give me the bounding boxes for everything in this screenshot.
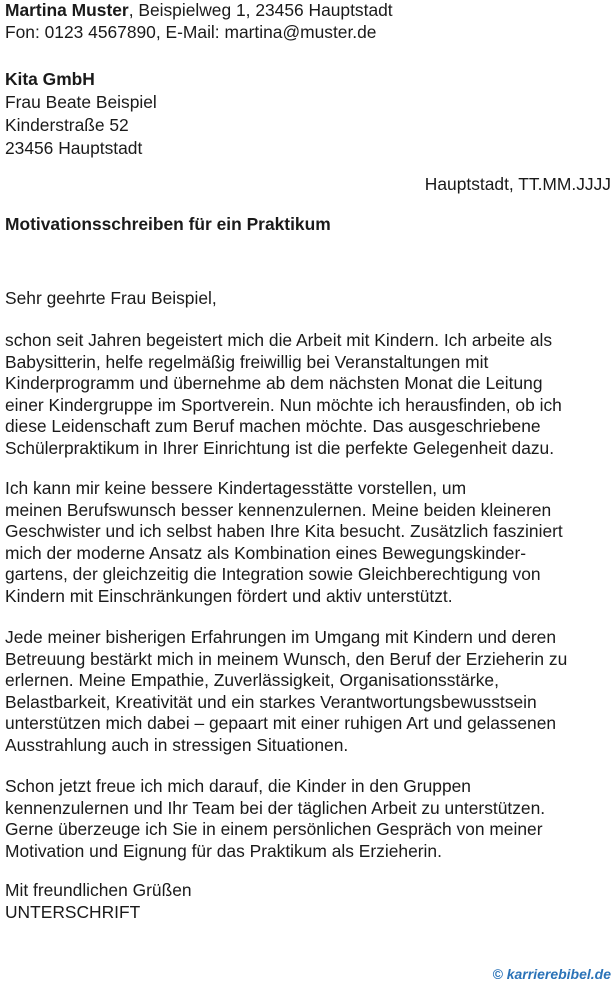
recipient-block	[5, 69, 157, 160]
recipient-company: Kita GmbH	[5, 69, 95, 89]
closing-block	[5, 880, 192, 923]
salutation: Sehr geehrte Frau Beispiel,	[5, 288, 217, 308]
paragraph-line: Kindern mit Einschränkungen fördert und aktiv unterstützt.	[5, 585, 453, 606]
paragraph-line: Ich kann mir keine bessere Kindertagesstätte vorstellen, um	[5, 478, 467, 498]
paragraph-line: Gerne überzeuge ich Sie in einem persönlichen Gespräch von meiner	[5, 819, 543, 839]
paragraph-line: unterstützen mich dabei – gepaart mit einer ruhigen Art und gelassenen	[5, 713, 557, 733]
body-paragraph-3	[5, 627, 611, 756]
sender-name: Martina Muster	[5, 0, 129, 20]
paragraph-line: einer Kindergruppe im Sportverein. Nun möchte ich herausfinden, ob ich	[5, 394, 562, 415]
body-paragraph-1	[5, 330, 611, 459]
subject-line: Motivationsschreiben für ein Praktikum	[5, 214, 331, 234]
signature: UNTERSCHRIFT	[5, 901, 141, 922]
paragraph-line: Betreuung bestärkt mich in meinem Wunsch, den Beruf der Erzieherin zu	[5, 648, 568, 669]
paragraph-line: mich der moderne Ansatz als Kombination eines Bewegungskinder-	[5, 542, 527, 563]
paragraph-line: Belastbarkeit, Kreativität und ein starkes Verantwortungsbewusstsein	[5, 691, 537, 712]
paragraph-line: Babysitterin, helfe regelmäßig freiwillig bei Veranstaltungen mit	[5, 351, 489, 372]
body-paragraph-4	[5, 776, 611, 862]
sender-line	[5, 0, 393, 22]
closing-phrase: Mit freundlichen Grüßen	[5, 880, 192, 900]
paragraph-line: meinen Berufswunsch besser kennenzulernen. Meine beiden kleineren	[5, 499, 552, 520]
sender-address: , Beispielweg 1, 23456 Hauptstadt	[128, 0, 393, 20]
date-line: Hauptstadt, TT.MM.JJJJ	[424, 174, 611, 194]
sender-block	[5, 0, 393, 43]
paragraph-line: Kinderprogramm und übernehme ab dem nächsten Monat die Leitung	[5, 373, 543, 393]
recipient-city: 23456 Hauptstadt	[5, 138, 143, 158]
paragraph-line: Motivation und Eignung für das Praktikum als Erzieherin.	[5, 840, 442, 861]
recipient-person: Frau Beate Beispiel	[5, 92, 157, 112]
paragraph-line: schon seit Jahren begeistert mich die Arbeit mit Kindern. Ich arbeite als	[5, 330, 553, 350]
paragraph-line: Geschwister und ich selbst haben Ihre Kita besucht. Zusätzlich fasziniert	[5, 521, 563, 541]
paragraph-line: erlernen. Meine Empathie, Zuverlässigkeit, Organisationsstärke,	[5, 670, 499, 690]
copyright-footer: © karrierebibel.de	[492, 966, 611, 982]
paragraph-line: Schon jetzt freue ich mich darauf, die Kinder in den Gruppen	[5, 776, 471, 796]
paragraph-line: Jede meiner bisherigen Erfahrungen im Umgang mit Kindern und deren	[5, 627, 557, 647]
paragraph-line: Schülerpraktikum in Ihrer Einrichtung ist die perfekte Gelegenheit dazu.	[5, 437, 555, 458]
sender-contact: Fon: 0123 4567890, E-Mail: martina@muster.de	[5, 21, 377, 42]
paragraph-line: Ausstrahlung auch in stressigen Situationen.	[5, 734, 349, 755]
recipient-street: Kinderstraße 52	[5, 115, 129, 135]
paragraph-line: diese Leidenschaft zum Beruf machen möchte. Das ausgeschriebene	[5, 416, 541, 436]
body-paragraph-2	[5, 478, 611, 607]
paragraph-line: gartens, der gleichzeitig die Integration sowie Gleichberechtigung von	[5, 564, 541, 584]
paragraph-line: kennenzulernen und Ihr Team bei der täglichen Arbeit zu unterstützen.	[5, 797, 546, 818]
